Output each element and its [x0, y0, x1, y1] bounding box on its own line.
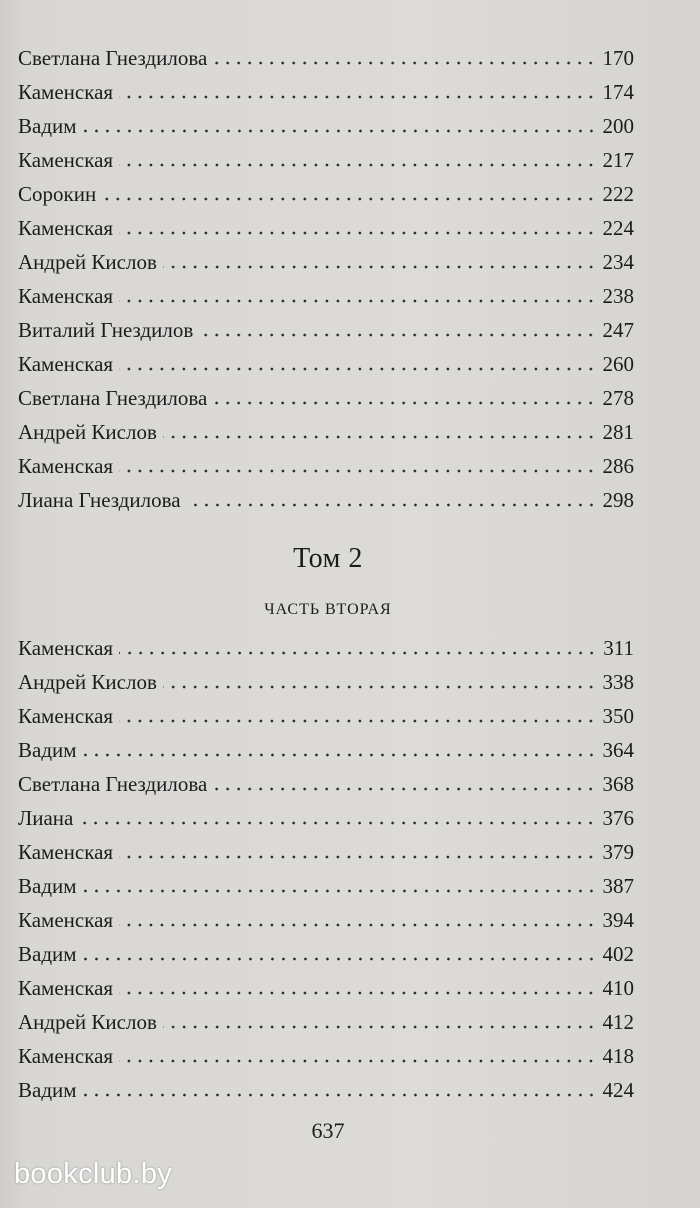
toc-entry-title: Каменская — [18, 840, 114, 864]
toc-entry-title: Андрей Кислов — [18, 420, 157, 444]
toc-entry — [18, 869, 634, 903]
toc-entry-page: 364 — [602, 738, 634, 762]
toc-entry — [18, 313, 634, 347]
toc-entry-page: 368 — [602, 772, 634, 796]
toc-entry-page: 376 — [602, 806, 634, 830]
toc-entry-title: Каменская — [18, 1044, 114, 1068]
toc-leader-dots — [102, 196, 596, 202]
toc-entry-page: 418 — [602, 1044, 634, 1068]
toc-entry — [18, 1073, 634, 1107]
toc-entry-title: Вадим — [18, 874, 77, 898]
toc-leader-dots — [163, 684, 597, 690]
toc-leader-dots — [199, 332, 596, 338]
part-heading: ЧАСТЬ ВТОРАЯ — [264, 601, 392, 618]
toc-entry-page: 222 — [602, 182, 634, 206]
toc-entry — [18, 143, 634, 177]
toc-entry — [18, 835, 634, 869]
page-number: 637 — [311, 1118, 345, 1143]
toc-leader-dots — [119, 922, 596, 928]
toc-entry-page: 379 — [602, 840, 634, 864]
toc-entry-title: Андрей Кислов — [18, 670, 157, 694]
toc-entry — [18, 665, 634, 699]
toc-entry — [18, 347, 634, 381]
toc-entry — [18, 631, 634, 665]
toc-entry — [18, 767, 634, 801]
toc-entry-page: 410 — [602, 976, 634, 1000]
toc-entry-title: Светлана Гнездилова — [18, 386, 208, 410]
toc-entry — [18, 903, 634, 937]
toc-entry — [18, 41, 634, 75]
toc-leader-dots — [213, 400, 596, 406]
toc-entry — [18, 699, 634, 733]
toc-entry-title: Каменская — [18, 908, 114, 932]
toc-entry-title: Виталий Гнездилов — [18, 318, 194, 342]
toc-leader-dots — [83, 956, 597, 962]
toc-leader-dots — [163, 434, 597, 440]
toc-leader-dots — [83, 1092, 597, 1098]
toc-entry-page: 224 — [602, 216, 634, 240]
toc-entry-title: Каменская — [18, 80, 114, 104]
toc-entry-title: Каменская — [18, 704, 114, 728]
toc-leader-dots — [119, 854, 596, 860]
toc-entry — [18, 245, 634, 279]
toc-entry — [18, 211, 634, 245]
toc-entry-page: 402 — [602, 942, 634, 966]
toc-entry-title: Вадим — [18, 114, 77, 138]
toc-entry-page: 424 — [602, 1078, 634, 1102]
toc-entry-title: Каменская — [18, 976, 114, 1000]
toc-entry — [18, 1039, 634, 1073]
toc-leader-dots — [119, 366, 596, 372]
toc-leader-dots — [119, 990, 596, 996]
toc-entry-page: 286 — [602, 454, 634, 478]
toc-entry — [18, 109, 634, 143]
toc-leader-dots — [119, 298, 596, 304]
toc-entry-page: 311 — [603, 636, 634, 660]
toc-entry — [18, 801, 634, 835]
toc-leader-dots — [119, 1058, 596, 1064]
toc-leader-dots — [119, 468, 596, 474]
toc-entry-title: Андрей Кислов — [18, 250, 157, 274]
toc-entry-page: 387 — [602, 874, 634, 898]
volume-heading: Том 2 — [293, 543, 363, 574]
toc-entry-page: 234 — [602, 250, 634, 274]
toc-leader-dots — [119, 230, 596, 236]
toc-entry-page: 200 — [602, 114, 634, 138]
toc-entry-title: Лиана Гнездилова — [18, 488, 181, 512]
toc-leader-dots — [119, 718, 596, 724]
toc-entry-title: Каменская — [18, 216, 114, 240]
toc-leader-dots — [213, 786, 596, 792]
toc-entry — [18, 937, 634, 971]
watermark-logo: bookclub.by — [14, 1158, 173, 1190]
toc-entry — [18, 483, 634, 517]
toc-entry — [18, 415, 634, 449]
toc-leader-dots — [83, 752, 597, 758]
toc-entry-page: 247 — [602, 318, 634, 342]
toc-entry-page: 281 — [602, 420, 634, 444]
toc-entry-title: Вадим — [18, 738, 77, 762]
toc-entry — [18, 75, 634, 109]
toc-leader-dots — [119, 162, 596, 168]
toc-entry-page: 298 — [602, 488, 634, 512]
toc-entry-title: Каменская — [18, 454, 114, 478]
toc-entry — [18, 279, 634, 313]
toc-entry-page: 278 — [602, 386, 634, 410]
toc-entry — [18, 733, 634, 767]
toc-entry — [18, 449, 634, 483]
toc-entry — [18, 971, 634, 1005]
toc-entry-title: Лиана — [18, 806, 74, 830]
toc-entry-page: 338 — [602, 670, 634, 694]
toc-entry-title: Светлана Гнездилова — [18, 46, 208, 70]
toc-entry-page: 174 — [602, 80, 634, 104]
toc-entry-page: 260 — [602, 352, 634, 376]
toc-leader-dots — [79, 820, 596, 826]
toc-entry-page: 350 — [602, 704, 634, 728]
toc-entry-title: Каменская — [18, 148, 114, 172]
toc-list-part-two — [18, 631, 634, 1107]
toc-leader-dots — [119, 650, 597, 656]
toc-entry — [18, 177, 634, 211]
toc-entry-page: 238 — [602, 284, 634, 308]
toc-leader-dots — [163, 1024, 597, 1030]
toc-entry-title: Сорокин — [18, 182, 97, 206]
toc-entry — [18, 1005, 634, 1039]
toc-entry-page: 394 — [602, 908, 634, 932]
toc-leader-dots — [187, 502, 597, 508]
toc-entry-title: Каменская — [18, 636, 114, 660]
toc-entry-title: Андрей Кислов — [18, 1010, 157, 1034]
toc-leader-dots — [83, 888, 597, 894]
toc-list-part-one — [18, 41, 634, 517]
toc-leader-dots — [213, 60, 596, 66]
toc-leader-dots — [83, 128, 597, 134]
toc-entry-title: Вадим — [18, 1078, 77, 1102]
toc-entry-title: Каменская — [18, 352, 114, 376]
toc-entry-title: Каменская — [18, 284, 114, 308]
toc-entry-page: 217 — [602, 148, 634, 172]
toc-entry-title: Вадим — [18, 942, 77, 966]
toc-leader-dots — [163, 264, 597, 270]
toc-entry-page: 170 — [602, 46, 634, 70]
toc-entry-title: Светлана Гнездилова — [18, 772, 208, 796]
toc-leader-dots — [119, 94, 596, 100]
toc-entry — [18, 381, 634, 415]
toc-entry-page: 412 — [602, 1010, 634, 1034]
